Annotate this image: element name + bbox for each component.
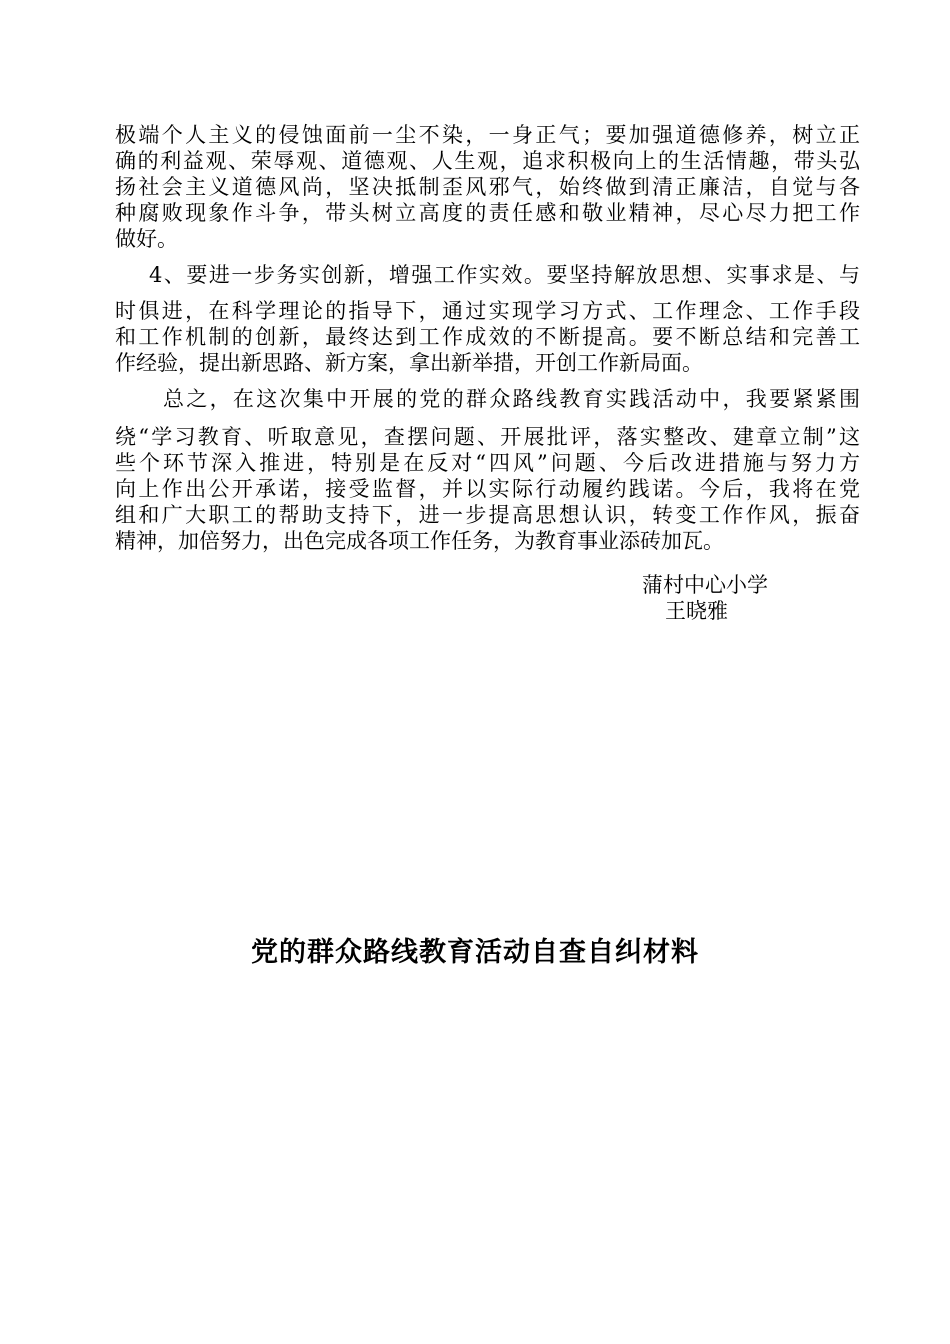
paragraph-line: 时俱进，在科学理论的指导下，通过实现学习方式、工作理念、工作手段 [115,299,860,323]
paragraph-line: 极端个人主义的侵蚀面前一尘不染，一身正气；要加强道德修养，树立正 [115,123,860,147]
paragraph-line: 作经验，提出新思路、新方案，拿出新举措，开创工作新局面。 [115,351,703,375]
section-title: 党的群众路线教育活动自查自纠材料 [251,937,699,968]
signature-name: 王晓雅 [665,599,728,623]
paragraph-line: 4、要进一步务实创新，增强工作实效。要坚持解放思想、实事求是、与 [149,263,860,287]
paragraph-line: 组和广大职工的帮助支持下，进一步提高思想认识，转变工作作风，振奋 [115,503,860,527]
paragraph-line: 些个环节深入推进，特别是在反对“四风”问题、今后改进措施与努力方 [115,451,860,475]
paragraph-line: 和工作机制的创新，最终达到工作成效的不断提高。要不断总结和完善工 [115,325,860,349]
paragraph-line: 扬社会主义道德风尚，坚决抵制歪风邪气，始终做到清正廉洁，自觉与各 [115,175,860,199]
paragraph-line: 确的利益观、荣辱观、道德观、人生观，追求积极向上的生活情趣，带头弘 [115,149,860,173]
paragraph-line: 绕“学习教育、听取意见，查摆问题、开展批评，落实整改、建章立制”这 [115,425,860,449]
signature-school: 蒲村中心小学 [642,573,768,597]
paragraph-line: 总之，在这次集中开展的党的群众路线教育实践活动中，我要紧紧围 [163,387,860,411]
paragraph-line: 做好。 [115,227,178,251]
paragraph-line: 种腐败现象作斗争，带头树立高度的责任感和敬业精神，尽心尽力把工作 [115,201,860,225]
paragraph-line: 精神，加倍努力，出色完成各项工作任务，为教育事业添砖加瓦。 [115,529,724,553]
paragraph-line: 向上作出公开承诺，接受监督，并以实际行动履约践诺。今后，我将在党 [115,477,860,501]
